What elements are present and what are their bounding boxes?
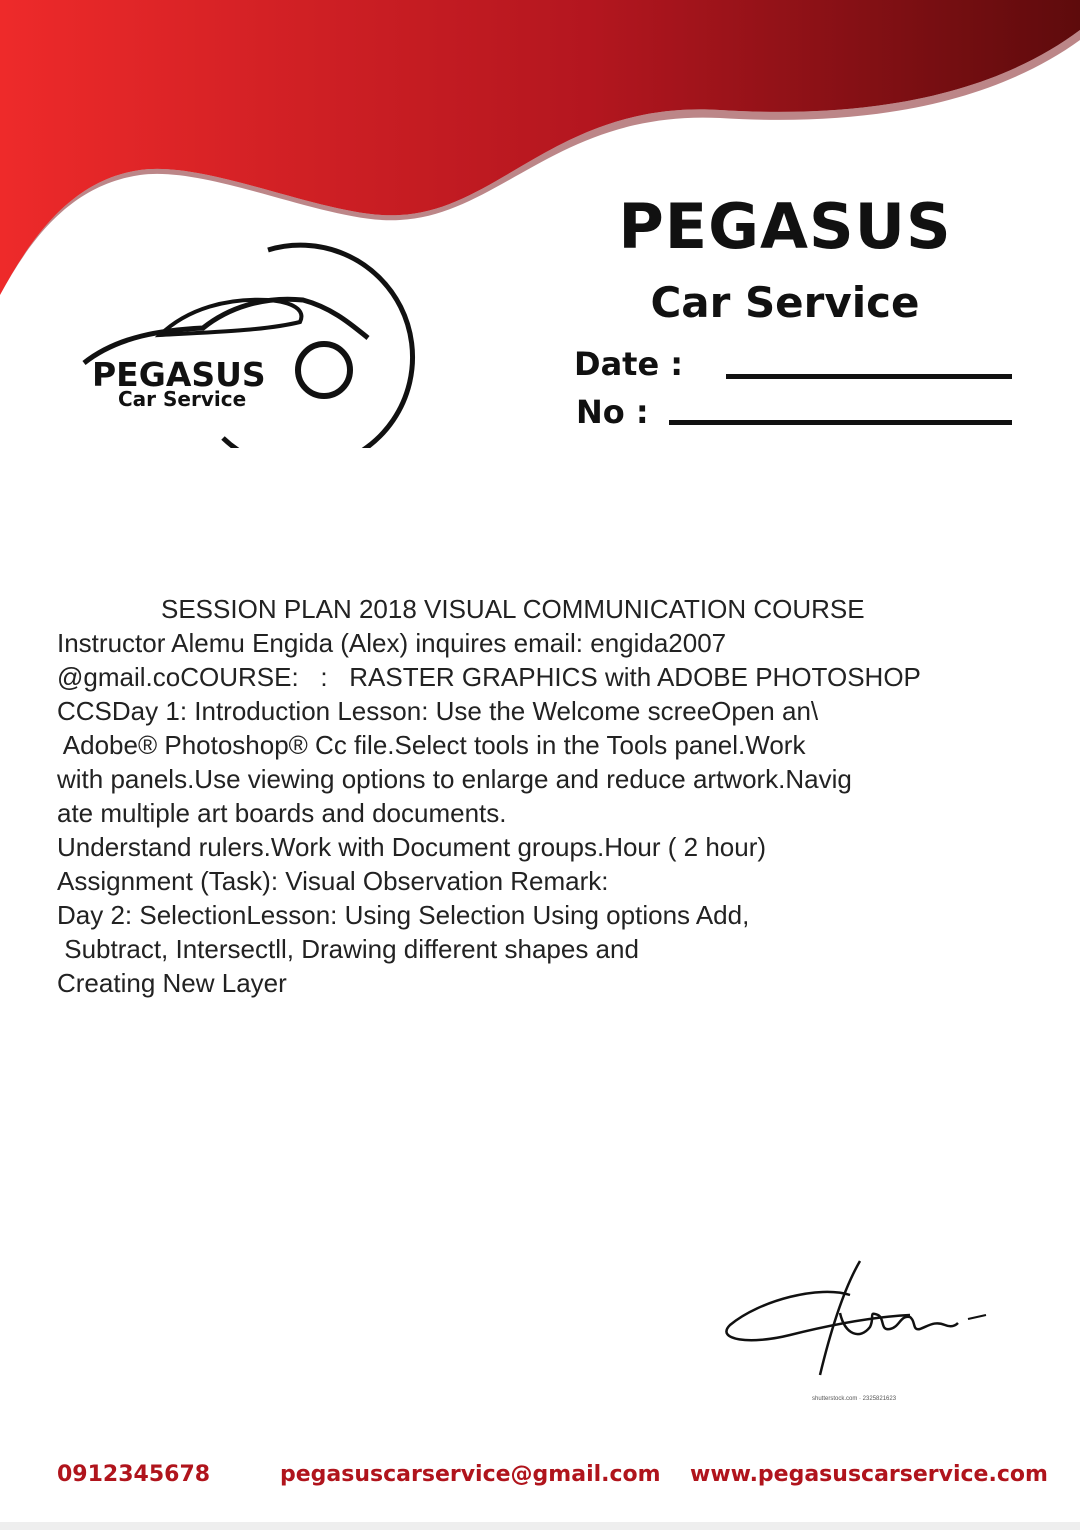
footer-email[interactable]: pegasuscarservice@gmail.com (280, 1462, 661, 1487)
car-logo-icon (78, 238, 438, 448)
bottom-strip (0, 1522, 1080, 1530)
body-line: Subtract, Intersectll, Drawing different shapes and (57, 934, 639, 964)
footer-website[interactable]: www.pegasuscarservice.com (690, 1462, 1048, 1487)
body-line: Understand rulers.Work with Document groups.Hour ( 2 hour) (57, 832, 767, 862)
company-logo (78, 238, 438, 448)
logo-tagline: Car Service (118, 387, 247, 411)
body-line: Creating New Layer (57, 968, 287, 998)
date-label: Date : (574, 345, 684, 383)
stock-watermark: shutterstock.com · 2325821623 (812, 1396, 897, 1402)
body-line: with panels.Use viewing options to enlarge and reduce artwork.Navig (57, 764, 852, 794)
body-line: Adobe® Photoshop® Cc file.Select tools in the Tools panel.Work (57, 730, 806, 760)
body-line: Day 2: SelectionLesson: Using Selection Using options Add, (57, 900, 750, 930)
no-label: No : (576, 393, 649, 431)
body-line: ate multiple art boards and documents. (57, 798, 507, 828)
session-plan-text (57, 592, 1047, 1000)
company-subtitle: Car Service (650, 278, 920, 327)
footer-phone[interactable]: 0912345678 (57, 1462, 211, 1487)
body-line: @gmail.coCOURSE: : RASTER GRAPHICS with ADOBE PHOTOSHOP (57, 662, 921, 692)
signature-image (720, 1255, 990, 1385)
body-line: SESSION PLAN 2018 VISUAL COMMUNICATION COURSE (161, 594, 865, 624)
body-line: Instructor Alemu Engida (Alex) inquires email: engida2007 (57, 628, 727, 658)
body-line: CCSDay 1: Introduction Lesson: Use the Welcome screeOpen an\ (57, 696, 819, 726)
body-line: Assignment (Task): Visual Observation Remark: (57, 866, 609, 896)
no-field-line[interactable] (669, 420, 1012, 425)
date-field-line[interactable] (726, 374, 1012, 379)
logo-name: PEGASUS (92, 355, 266, 394)
company-title: PEGASUS (618, 190, 952, 263)
